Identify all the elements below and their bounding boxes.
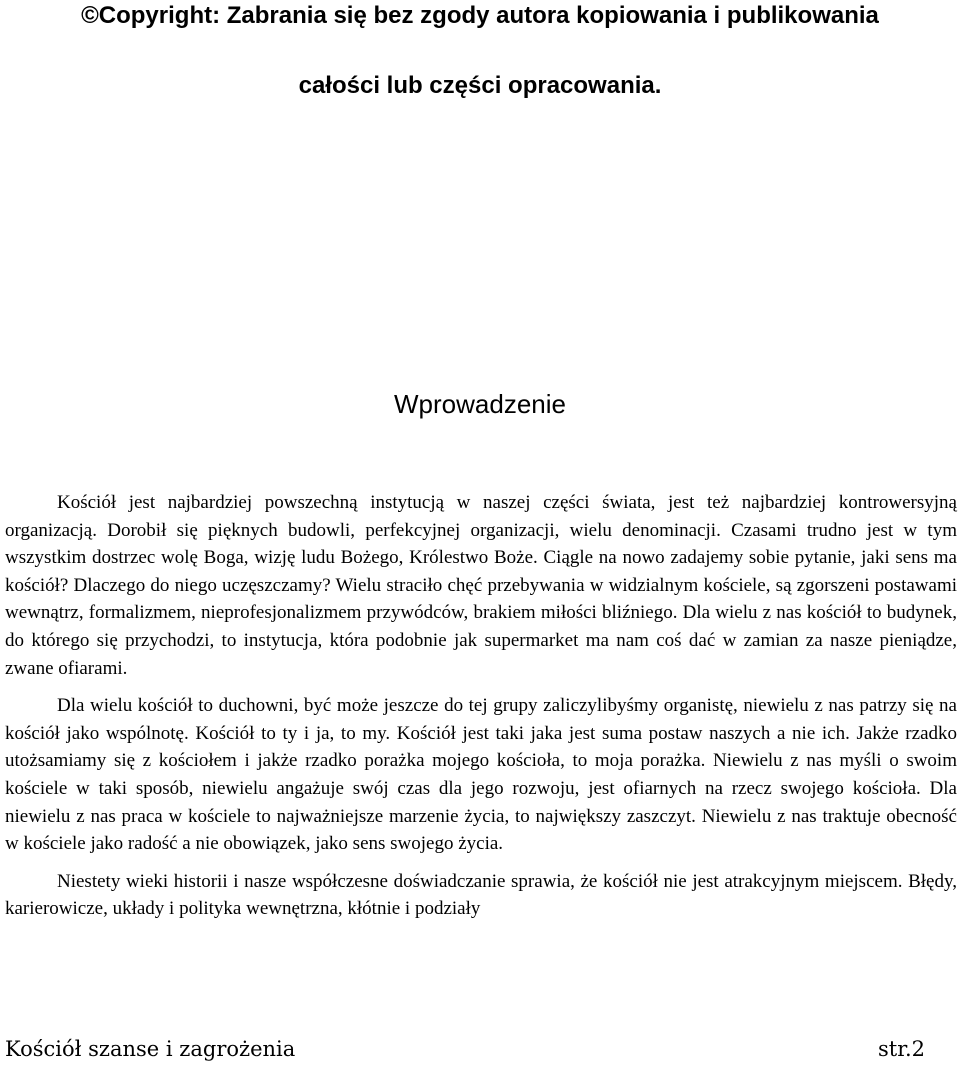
paragraph: Niestety wieki historii i nasze współczesne doświadczanie sprawia, że kościół nie jest atrakcyjnym miejscem. Błędy, karierowicze, układy i polityka wewnętrzna, kłótnie i podziały	[5, 870, 957, 920]
page-footer	[5, 1033, 957, 1065]
section-heading: Wprowadzenie	[394, 389, 566, 419]
paragraph: Kościół jest najbardziej powszechną instytucją w naszej części świata, jest też najbardziej kontrowersyjną organizacją. Dorobił się pięknych budowli, perfekcyjnej organizacji, wielu denominacji. Czasami trudno jest w tym wszystkim dostrzec wolę Boga, wizję ludu Bożego, Królestwo Boże. Ciągle na nowo zadajemy sobie pytanie, jaki sens ma kościół? Dlaczego do niego uczęszczamy? Wielu straciło chęć przebywania w widzialnym kościele, są zgorszeni postawami wewnątrz, formalizmem, nieprofesjonalizmem przywódców, brakiem miłości bliźniego. Dla wielu z nas kościół to budynek, do którego się przychodzi, to instytucja, która podobnie jak supermarket ma nam coś dać w zamian za nasze pieniądze, zwane ofiarami.	[5, 492, 957, 679]
paragraph: Dla wielu kościół to duchowni, być może jeszcze do tej grupy zaliczylibyśmy organistę, niewielu z nas patrzy się na kościół jako wspólnotę. Kościół to ty i ja, to my. Kościół jest taki jaka jest suma postaw naszych a nie ich. Jakże rzadko utożsamiamy się z kościołem i jakże rzadko porażka mojego kościoła, to moja porażka. Niewielu z nas myśli o swoim kościele w taki sposób, niewielu angażuje swój czas dla jego rozwoju, jest ofiarnych na rzecz swojego kościoła. Dla niewielu z nas praca w kościele to najważniejsze marzenie życia, to największy zaszczyt. Niewielu z nas traktuje obecność w kościele jako radość a nie obowiązek, jako sens swojego życia.	[5, 695, 957, 855]
page-number: str.2	[878, 1037, 925, 1061]
copyright-line-1: ©Copyright: Zabrania się bez zgody autora kopiowania i publikowania	[81, 2, 879, 29]
footer-document-title: Kościół szanse i zagrożenia	[5, 1037, 296, 1061]
copyright-line-2: całości lub części opracowania.	[298, 72, 662, 99]
copyright-notice	[0, 0, 960, 102]
document-body	[5, 489, 957, 933]
